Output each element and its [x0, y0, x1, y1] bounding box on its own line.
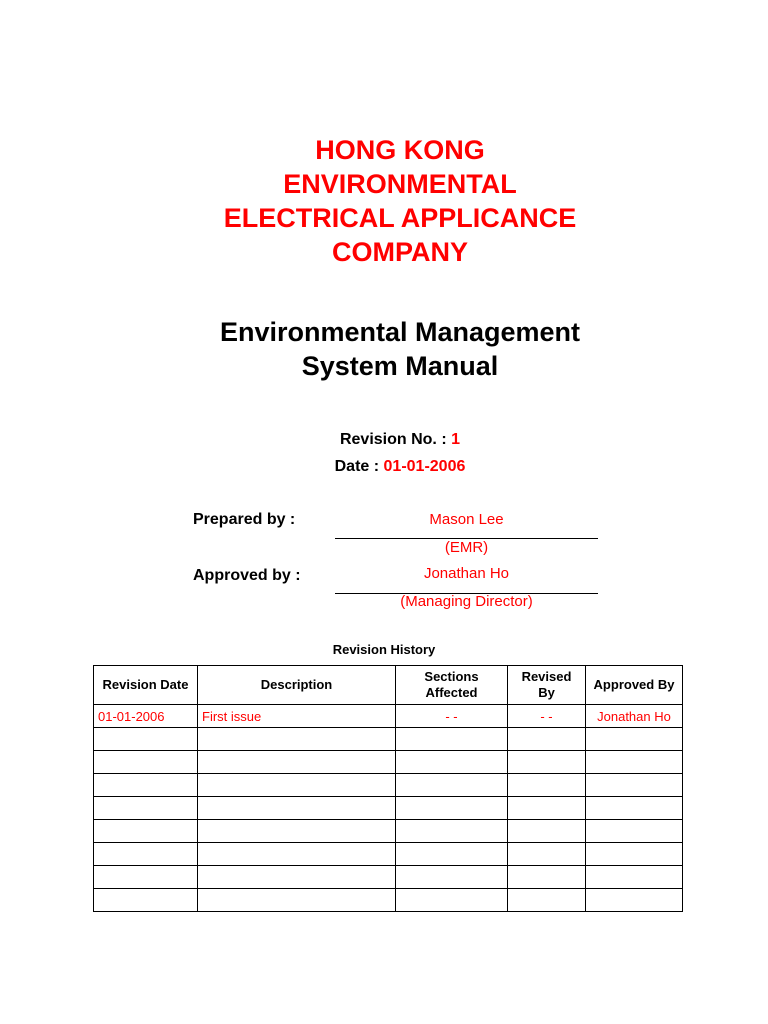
cell-revised-by: - - [508, 705, 586, 728]
table-row [94, 820, 683, 843]
revision-history-table [93, 665, 683, 912]
cell-description [198, 797, 396, 820]
cell-approved-by [586, 820, 683, 843]
cell-approved-by [586, 866, 683, 889]
company-line-1: HONG KONG [315, 135, 485, 165]
approved-by-label: Approved by : [193, 567, 301, 584]
issue-date [0, 458, 768, 476]
manual-title [0, 315, 768, 383]
cell-description: First issue [198, 705, 396, 728]
prepared-by-role: (EMR) [444, 539, 489, 556]
table-header-row [94, 666, 683, 705]
cell-approved-by [586, 774, 683, 797]
table-row [94, 774, 683, 797]
cell-revised-by [508, 843, 586, 866]
company-line-2: ENVIRONMENTAL [283, 169, 517, 199]
cell-revision-date [94, 843, 198, 866]
cell-revision-date [94, 889, 198, 912]
table-row [94, 889, 683, 912]
cell-approved-by [586, 728, 683, 751]
cell-revised-by [508, 774, 586, 797]
revision-label: Revision No. : [339, 431, 447, 448]
cell-sections-affected [396, 728, 508, 751]
revision-value: 1 [451, 431, 461, 448]
cell-revision-date [94, 751, 198, 774]
cell-approved-by [586, 751, 683, 774]
cell-description [198, 866, 396, 889]
cell-revised-by [508, 889, 586, 912]
cell-revision-date [94, 774, 198, 797]
manual-title-line-2: System Manual [301, 351, 499, 381]
header-revised-by: Revised By [508, 666, 586, 705]
prepared-by-name: Mason Lee [429, 511, 504, 528]
table-row [94, 797, 683, 820]
cell-sections-affected: - - [396, 705, 508, 728]
header-sections-affected: Sections Affected [396, 666, 508, 705]
cell-description [198, 774, 396, 797]
approved-by-name: Jonathan Ho [423, 565, 510, 582]
cell-approved-by [586, 843, 683, 866]
manual-title-line-1: Environmental Management [219, 317, 581, 347]
cell-approved-by [586, 797, 683, 820]
revision-history-title: Revision History [332, 642, 436, 657]
cell-sections-affected [396, 866, 508, 889]
cell-revised-by [508, 797, 586, 820]
cell-description [198, 843, 396, 866]
approved-by-role: (Managing Director) [400, 593, 533, 610]
header-description: Description [198, 666, 396, 705]
cell-description [198, 889, 396, 912]
revision-number [0, 431, 768, 449]
company-line-3: ELECTRICAL APPLICANCE [223, 203, 577, 233]
cell-approved-by [586, 889, 683, 912]
cell-approved-by: Jonathan Ho [586, 705, 683, 728]
cell-sections-affected [396, 751, 508, 774]
table-row [94, 843, 683, 866]
company-line-4: COMPANY [331, 237, 468, 267]
cell-description [198, 751, 396, 774]
date-label: Date : [334, 458, 380, 475]
cell-revised-by [508, 820, 586, 843]
cell-revised-by [508, 751, 586, 774]
table-row [94, 751, 683, 774]
cell-sections-affected [396, 820, 508, 843]
cell-sections-affected [396, 843, 508, 866]
cell-description [198, 728, 396, 751]
cell-revised-by [508, 866, 586, 889]
prepared-by-label: Prepared by : [193, 511, 296, 528]
company-name [0, 133, 768, 269]
table-row [94, 705, 683, 728]
cell-sections-affected [396, 774, 508, 797]
header-revision-date: Revision Date [94, 666, 198, 705]
table-row [94, 728, 683, 751]
cell-revision-date [94, 797, 198, 820]
cell-revision-date [94, 866, 198, 889]
date-value: 01-01-2006 [383, 458, 466, 475]
cell-description [198, 820, 396, 843]
header-approved-by: Approved By [586, 666, 683, 705]
cell-revised-by [508, 728, 586, 751]
cell-sections-affected [396, 889, 508, 912]
cell-revision-date [94, 728, 198, 751]
cell-revision-date: 01-01-2006 [94, 705, 198, 728]
table-row [94, 866, 683, 889]
cell-sections-affected [396, 797, 508, 820]
cell-revision-date [94, 820, 198, 843]
